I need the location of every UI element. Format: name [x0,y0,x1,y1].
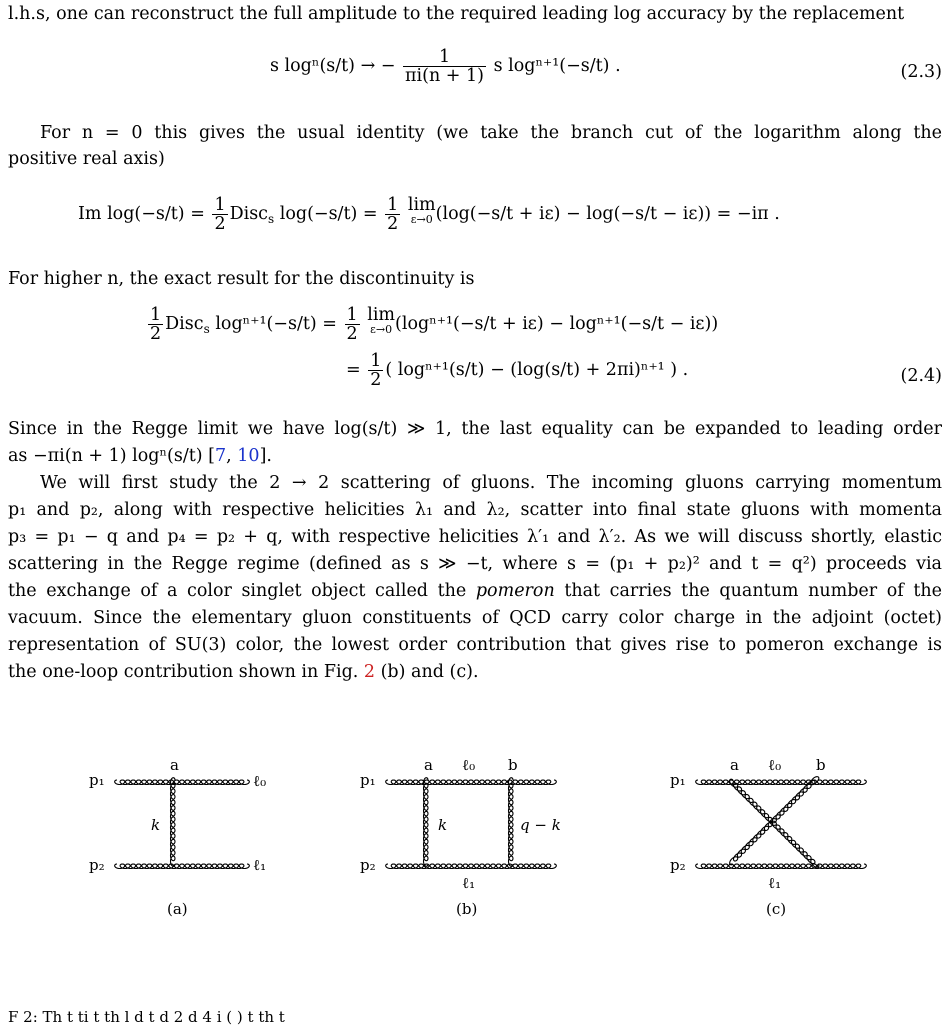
equation-number: (2.4) [900,366,942,386]
gluon-line [696,780,867,785]
label-p2: p₂ [89,856,105,874]
eq-fraction [345,306,360,343]
vertex-label-a: a [730,756,739,774]
eq-fraction [385,196,400,233]
equation-2-4-line2 [346,352,688,389]
fraction-denominator: 2 [346,324,358,344]
eq-left: s logⁿ(s/t) → − [270,56,396,76]
label-l1: ℓ₁ [253,856,267,874]
text-span: as −πi(n + 1) logⁿ(s/t) [ [8,446,216,466]
text-span: that carries the quantum number of the [554,581,943,601]
label-p1: p₁ [360,771,376,789]
eq-fraction [368,352,383,389]
eq-part: Disc [165,314,204,334]
fraction-numerator: 1 [346,305,358,325]
text-span: , [226,446,238,466]
text-line: p₃ = p₁ − q and p₄ = p₂ + q, with respective helicities λ′₁ and λ′₂. As we will discuss shortly, elastic [8,527,942,547]
text-line: Since in the Regge limit we have log(s/t) ≫ 1, the last equality can be expanded to leading order [8,419,942,439]
fraction-numerator: 1 [370,351,382,371]
feynman-diagram-a [85,752,285,922]
text-line: For higher n, the exact result for the discontinuity is [8,269,475,289]
text-span: ]. [259,446,272,466]
exchange-label-q-minus-k: q − k [520,816,561,834]
eq-subscript: s [268,212,275,226]
text-line: l.h.s, one can reconstruct the full amplitude to the required leading log accuracy by the replacement [8,4,905,24]
caption-b: (b) [456,900,478,918]
text-span: (b) and (c). [375,662,479,682]
limit-word: lim [367,305,396,325]
gluon-line [171,778,176,867]
gluon-line [115,780,250,785]
fraction-numerator: 1 [387,195,399,215]
fraction-denominator: 2 [370,370,382,390]
figure-caption-cut: F 2: Th t ti t th l d t d 2 d 4 i ( ) t th t [8,1008,285,1026]
text-line-with-figref [8,661,942,683]
gluon-line [696,864,867,869]
equation-im [78,196,780,233]
eq-part: Im log(−s/t) = [78,204,205,224]
gluon-line [386,780,557,785]
feynman-diagram-b [358,752,588,922]
eq-part: logⁿ⁺¹(−s/t) = [215,314,337,334]
equation-2-4-line1 [146,306,718,343]
eq-subscript: s [203,322,210,336]
eq-part: log(−s/t) = [279,204,378,224]
limit-subscript: ε→0 [410,213,433,226]
vertex-label-b: b [816,756,826,774]
eq-part: (log(−s/t + iε) − log(−s/t − iε)) = −iπ . [435,204,780,224]
text-span: the one-loop contribution shown in Fig. [8,662,364,682]
exchange-label-k: k [438,816,448,834]
limit-operator [408,196,436,226]
text-span: the exchange of a color singlet object called the [8,581,476,601]
caption-a: (a) [167,900,188,918]
eq-fraction [148,306,163,343]
eq-fraction [403,48,486,85]
label-l1: ℓ₁ [768,874,782,892]
eq-part: ( logⁿ⁺¹(s/t) − (log(s/t) + 2πi)ⁿ⁺¹ ) . [385,360,689,380]
fraction-denominator: 2 [387,214,399,234]
gluon-line [509,778,514,867]
eq-fraction [212,196,227,233]
text-line: vacuum. Since the elementary gluon constituents of QCD carry color charge in the adjoint (octet) [8,608,942,628]
limit-operator [367,306,395,336]
text-line: positive real axis) [8,149,165,169]
fraction-denominator: πi(n + 1) [405,66,484,86]
text-line: For n = 0 this gives the usual identity (we take the branch cut of the logarithm along the [40,123,942,143]
fraction-numerator: 1 [150,305,162,325]
fraction-denominator: 2 [214,214,226,234]
feynman-diagram-c [668,752,898,922]
eq-part: (logⁿ⁺¹(−s/t + iε) − logⁿ⁺¹(−s/t − iε)) [395,314,719,334]
gluon-line [424,778,429,867]
vertex-label-a: a [170,756,179,774]
eq-part: Disc [229,204,268,224]
caption-c: (c) [766,900,787,918]
fraction-numerator: 1 [214,195,226,215]
text-line-with-citations [8,445,942,467]
citation-link[interactable]: 7 [215,446,227,466]
equation-number: (2.3) [900,62,942,82]
citation-link[interactable]: 10 [237,446,260,466]
label-l0: ℓ₀ [253,772,267,790]
text-line: p₁ and p₂, along with respective helicities λ₁ and λ₂, scatter into final state gluons with momenta [8,500,942,520]
exchange-label-k: k [151,816,161,834]
label-p1: p₁ [670,771,686,789]
emphasis: pomeron [475,581,555,601]
limit-subscript: ε→0 [370,323,393,336]
label-l1: ℓ₁ [462,874,476,892]
gluon-line [115,864,250,869]
text-line: scattering in the Regge regime (defined as s ≫ −t, where s = (p₁ + p₂)² and t = q²) proceeds via [8,554,942,574]
fraction-numerator: 1 [403,48,486,67]
vertex-label-a: a [424,756,433,774]
label-p2: p₂ [670,856,686,874]
text-line: We will first study the 2 → 2 scattering of gluons. The incoming gluons carrying momentum [40,473,942,493]
label-l0: ℓ₀ [768,756,782,774]
eq-right: s logⁿ⁺¹(−s/t) . [493,56,621,76]
gluon-line [386,864,557,869]
label-p1: p₁ [89,771,105,789]
figure-reference-link[interactable]: 2 [363,662,376,682]
label-l0: ℓ₀ [462,756,476,774]
vertex-label-b: b [508,756,518,774]
equation-2-3 [270,48,621,85]
eq-part: = [346,360,361,380]
label-p2: p₂ [360,856,376,874]
fraction-denominator: 2 [150,324,162,344]
text-line: representation of SU(3) color, the lowest order contribution that gives rise to pomeron exchange is [8,635,942,655]
text-line [8,580,942,602]
limit-word: lim [407,195,436,215]
